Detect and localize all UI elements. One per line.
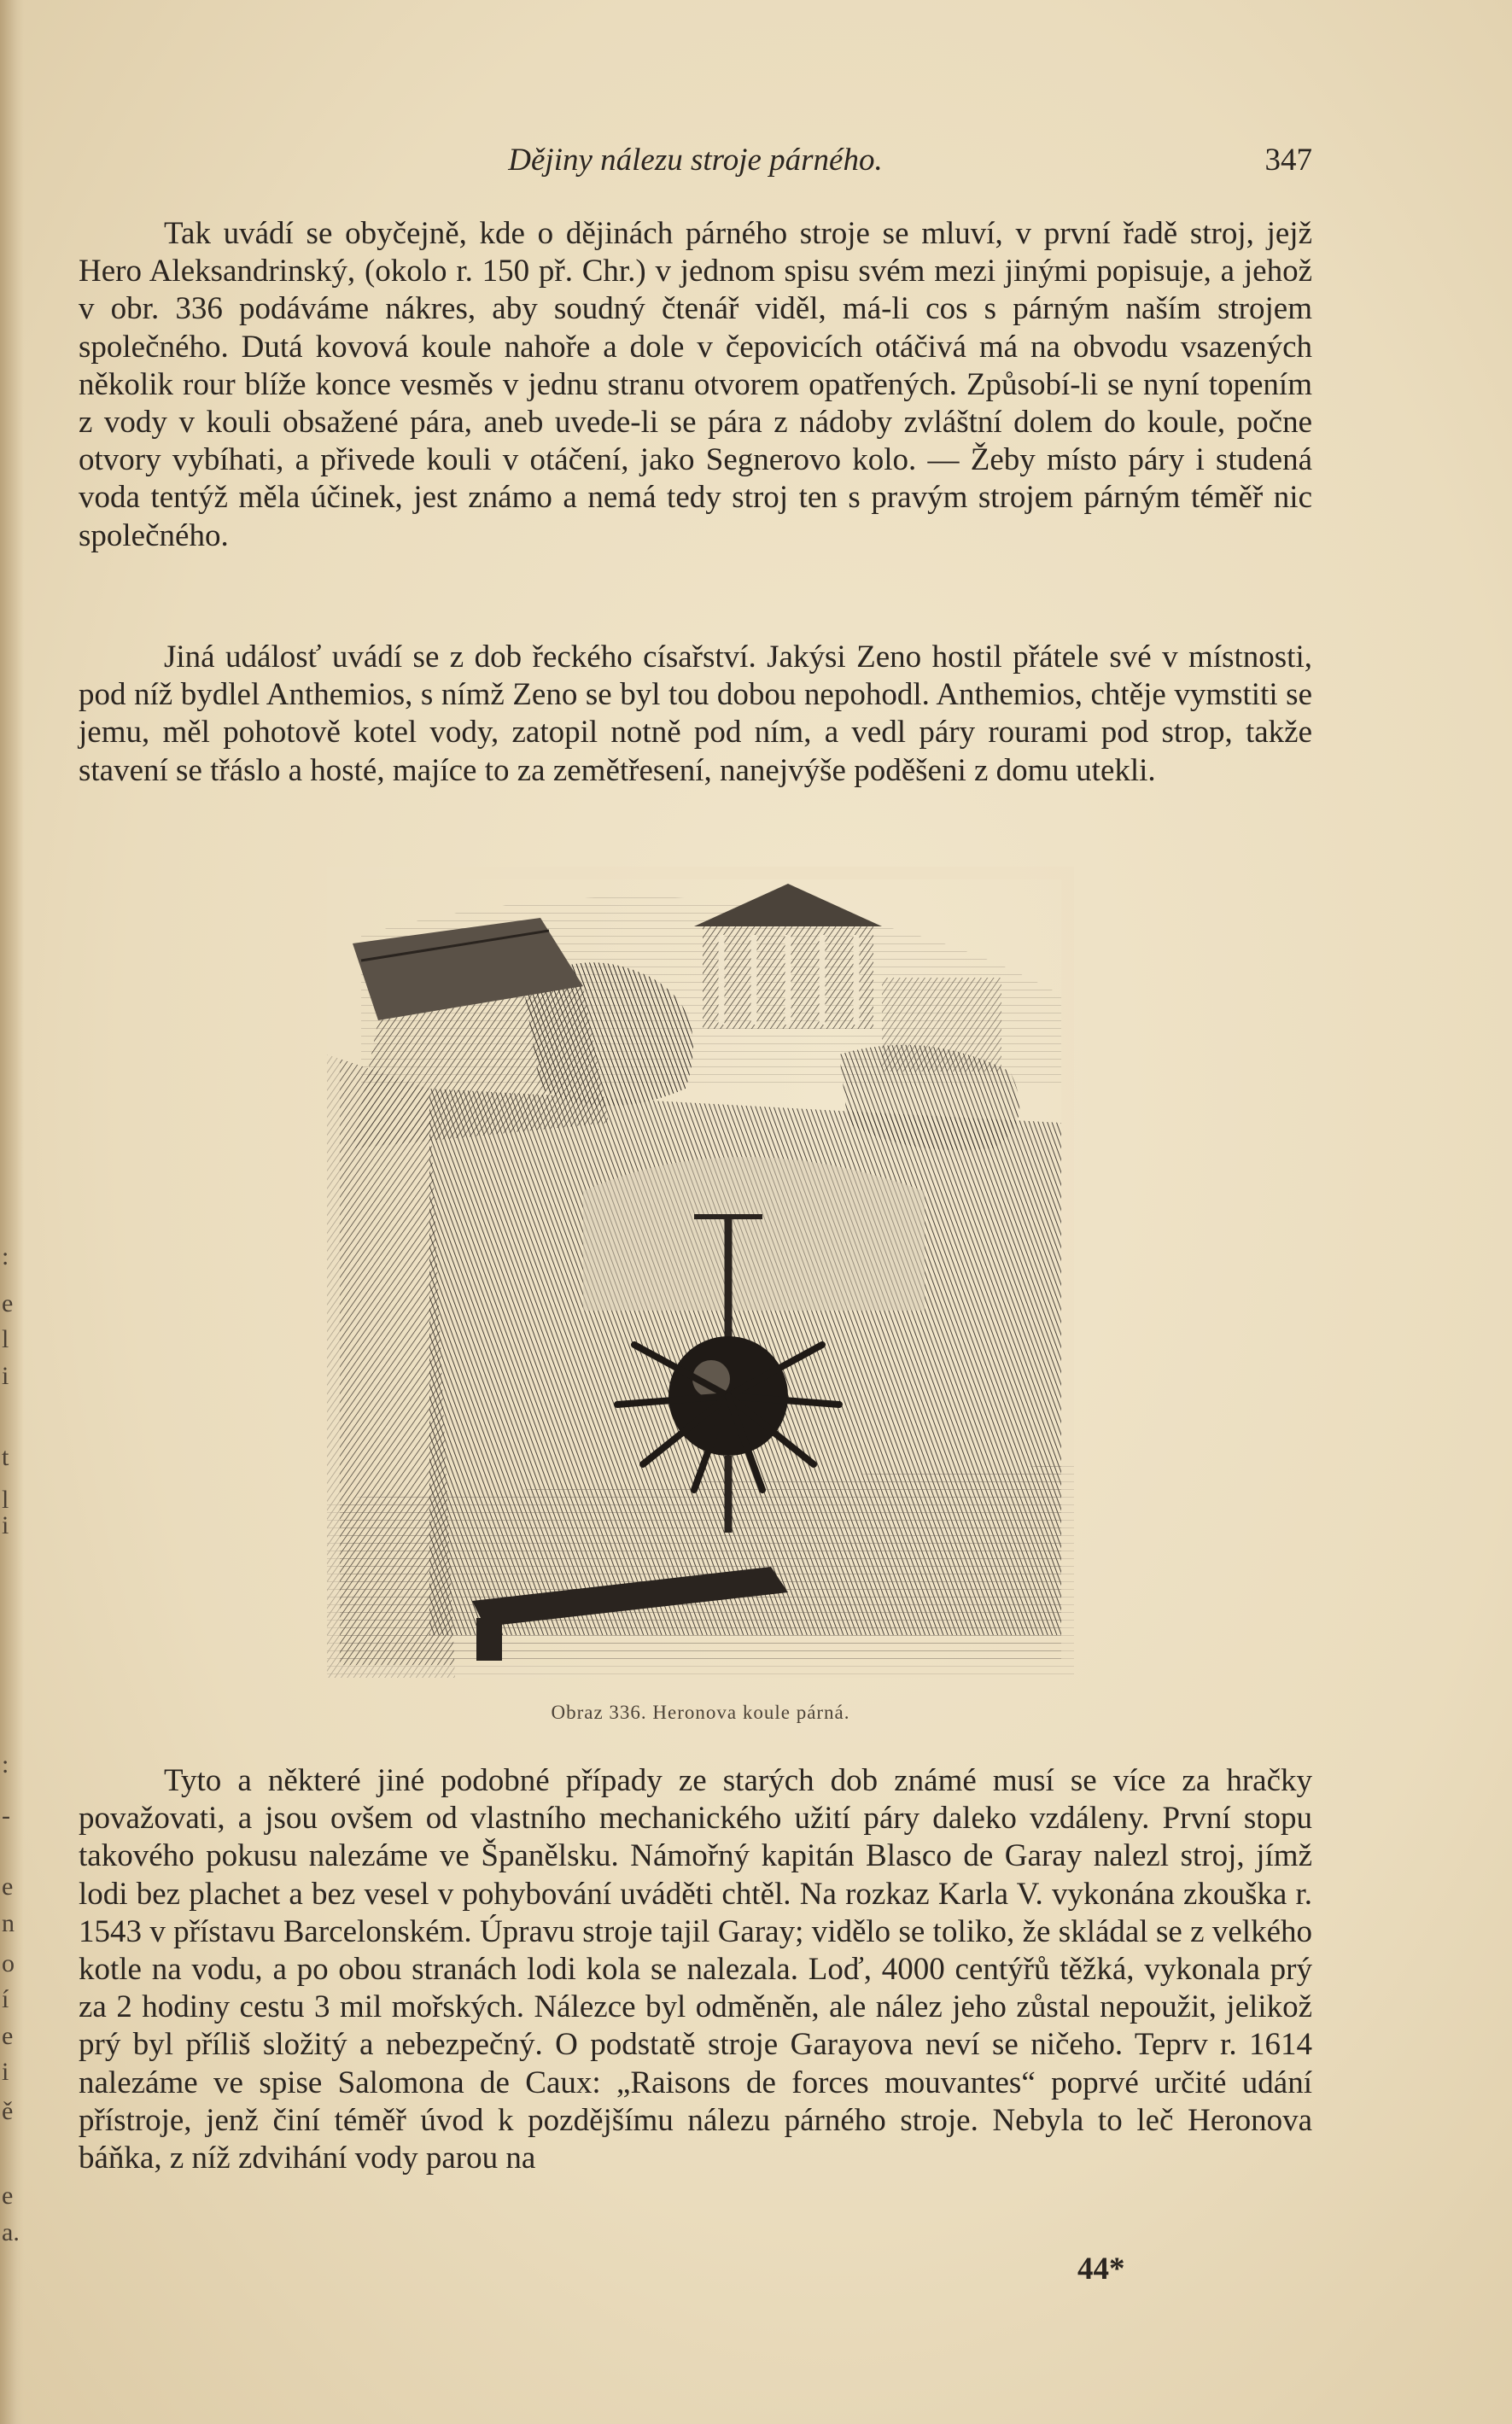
gutter-mark: o [2,1949,15,1977]
gutter-mark: i [2,1362,9,1390]
running-title: Dějiny nálezu stroje párného. [508,143,883,178]
gutter-mark: e [2,1289,14,1317]
gutter-mark: e [2,2022,14,2050]
printer-signature-mark: 44* [1077,2252,1125,2287]
gutter-mark: í [2,1985,9,2013]
page-header [79,137,1312,188]
gutter-mark: l [2,1486,9,1514]
gutter-mark: a. [2,2218,20,2246]
gutter-mark: i [2,2058,9,2086]
gutter-mark: e [2,2182,14,2210]
gutter-mark: n [2,1909,15,1937]
gutter-mark: ě [2,2097,14,2125]
engraving-herons-aeolipile [327,867,1074,1678]
paragraph-text: Tyto a některé jiné podobné případy ze starých dob známé musí se více za hračky považovati, a jsou ovšem od vlastního mechanického užití páry daleko vzdáleny. První stopu takového pokusu nalezáme ve Španělsku. Námořný kapitán Blasco de Garay nalezl stroj, jímž lodi bez plachet a bez vesel v pohybování uváděti chtěl. Na rozkaz Karla V. vykonána zkouška r. 1543 v přístavu Barcelonském. Úpravu stroje tajil Garay; vidělo se toliko, že skládal se z velkého kotle na vodu, a po obou stranách lodi kola se nalezala. Loď, 4000 centýřů těžká, vykonala prý za 2 hodiny cestu 3 mil mořských. Nálezce byl odměněn, ale nález jeho zůstal nepoužit, jelikož prý byl příliš složitý a nebezpečný. O podstatě stroje Garayova neví se ničeho. Teprv r. 1614 nalezáme ve spise Salomona de Caux: „Raisons de forces mouvantes“ poprvé určité udání přístroje, jenž činí téměř úvod k pozdějšímu nálezu párného stroje. Nebyla to leč Heronova báňka, z níž zdvihání vody parou na [79,1763,1312,2176]
paragraph-1 [79,215,1312,555]
paragraph-text: Jiná událosť uvádí se z dob řeckého císařství. Jakýsi Zeno hostil přátele své v místnosti, pod níž bydlel Anthemios, s nímž Zeno se byl tou dobou nepohodl. Anthemios, chtěje vymstiti se jemu, měl pohotově kotel vody, zatopil notně pod ním, a vedl páry rourami pod strop, takže stavení se třáslo a hosté, majíce to za zemětřesení, nanejvýše poděšeni z domu utekli. [79,640,1312,788]
previous-page-edge [0,0,24,2424]
paragraph-3 [79,1762,1312,2177]
gutter-mark: : [2,1242,9,1270]
paragraph-text: Tak uvádí se obyčejně, kde o dějinách párného stroje se mluví, v první řadě stroj, jejž Hero Aleksandrinský, (okolo r. 150 př. Chr.) v jednom spisu svém mezi jinými popisuje, a jehož v obr. 336 podáváme nákres, aby soudný čtenář viděl, má-li cos s párným naším strojem společného. Dutá kovová koule nahoře a dole v čepovicích otáčivá má na obvodu vsazených několik rour blíže konce vesměs v jednu stranu otvorem opatřených. Způsobí-li se nyní topením z vody v kouli obsažené pára, aneb uvede-li se pára z nádoby zvláštní dolem do koule, počne otvory vybíhati, a přivede kouli v otáčení, jako Segnerovo kolo. — Žeby místo páry i studená voda tentýž měla účinek, jest známo a nemá tedy stroj ten s pravým strojem párným téměř nic společného. [79,216,1312,553]
paragraph-2 [79,639,1312,790]
gutter-mark: e [2,1872,14,1901]
engraving-image [327,867,1074,1678]
stand-leg [476,1618,502,1661]
floor [327,1464,1074,1678]
gutter-mark: : [2,1750,9,1779]
gutter-text-fragments [2,0,22,2424]
gutter-mark: l [2,1325,9,1353]
gutter-mark: t [2,1443,9,1471]
gutter-mark: i [2,1511,9,1539]
page-number: 347 [1264,143,1312,178]
gutter-mark: - [2,1802,10,1830]
arch-opening [583,1157,925,1311]
figure-caption: Obraz 336. Heronova koule párná. [551,1702,850,1723]
